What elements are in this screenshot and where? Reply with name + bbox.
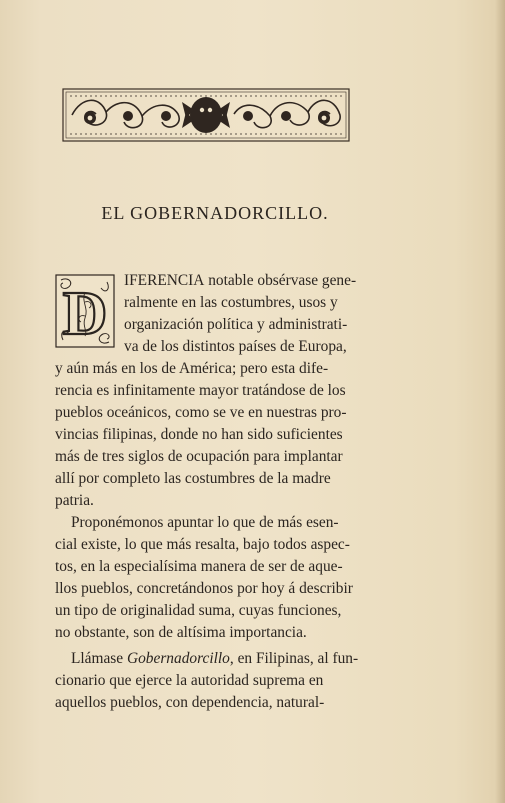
text-line: pueblos oceánicos, como se ve en nuestras pro- <box>55 404 347 421</box>
text-line: allí por completo las costumbres de la madre <box>55 470 331 487</box>
text-line: organización política y administrati- <box>124 316 348 333</box>
text-line: rencia es infinitamente mayor tratándose de los <box>55 382 346 399</box>
drop-cap-initial <box>55 274 115 348</box>
text-line: llos pueblos, concretándonos por hoy á describir <box>55 580 353 597</box>
text-line: ralmente en las costumbres, usos y <box>124 294 338 311</box>
text-line <box>124 270 356 292</box>
line-text: Llámase <box>71 650 127 667</box>
text-line <box>71 648 358 670</box>
line-text: notable obsérvase gene- <box>204 272 357 289</box>
text-line: cial existe, lo que más resalta, bajo todos aspec- <box>55 536 350 553</box>
page-edge <box>495 0 505 803</box>
drop-cap-letter: D <box>62 280 108 348</box>
text-line: patria. <box>55 492 94 509</box>
text-line: Proponémonos apuntar lo que de más esen- <box>71 514 339 531</box>
text-line: no obstante, son de altísima importancia. <box>55 624 307 641</box>
lead-word: IFERENCIA <box>124 272 205 289</box>
text-line: vincias filipinas, donde no han sido suficientes <box>55 426 343 443</box>
text-line: un tipo de originalidad suma, cuyas funciones, <box>55 602 342 619</box>
line-text: , en Filipinas, al fun- <box>229 650 359 667</box>
ornamental-headpiece <box>62 88 350 142</box>
text-line: va de los distintos países de Europa, <box>124 338 347 355</box>
text-line: cionario que ejerce la autoridad suprema en <box>55 672 324 689</box>
text-line: y aún más en los de América; pero esta dife- <box>55 360 329 377</box>
text-line: más de tres siglos de ocupación para implantar <box>55 448 343 465</box>
text-line: aquellos pueblos, con dependencia, natural- <box>55 694 325 711</box>
text-line: tos, en la especialísima manera de ser de aque- <box>55 558 343 575</box>
italic-term: Gobernadorcillo <box>126 650 230 667</box>
chapter-title: EL GOBERNADORCILLO. <box>101 203 329 223</box>
